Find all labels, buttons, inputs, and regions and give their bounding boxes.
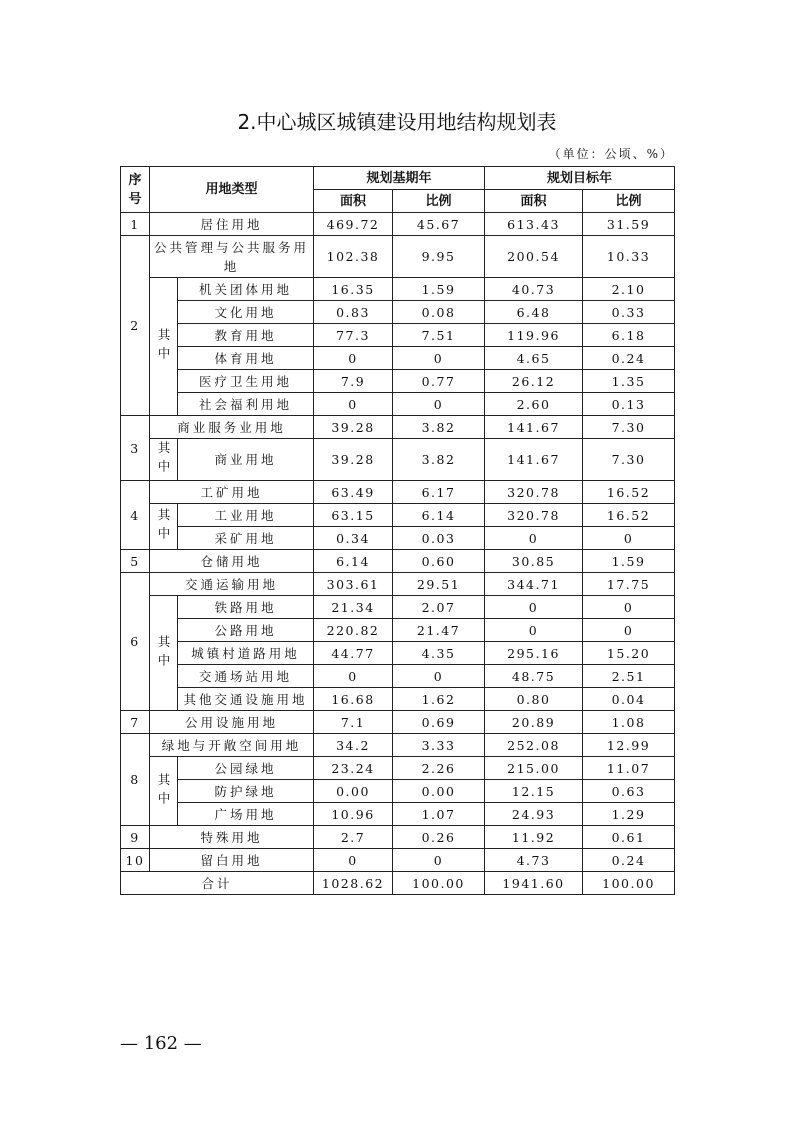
base-ratio-cell: 45.67 xyxy=(393,213,485,236)
subcategory-name: 铁路用地 xyxy=(178,596,314,619)
subcategory-name: 文化用地 xyxy=(178,301,314,324)
base-area-cell: 16.68 xyxy=(314,688,393,711)
seq-cell: 3 xyxy=(121,416,150,481)
seq-cell: 2 xyxy=(121,236,150,416)
base-ratio-cell: 0.60 xyxy=(393,550,485,573)
table-row xyxy=(121,550,675,573)
target-ratio-cell: 16.52 xyxy=(583,481,675,504)
target-area-cell: 295.16 xyxy=(485,642,583,665)
target-ratio-cell: 6.18 xyxy=(583,324,675,347)
subcategory-name: 城镇村道路用地 xyxy=(178,642,314,665)
subcategory-name: 工业用地 xyxy=(178,504,314,527)
category-name: 特殊用地 xyxy=(150,826,314,849)
header-target-area: 面积 xyxy=(485,190,583,213)
category-name: 商业服务业用地 xyxy=(150,416,314,439)
target-ratio-cell: 7.30 xyxy=(583,439,675,481)
target-area-cell: 320.78 xyxy=(485,504,583,527)
table-row xyxy=(121,711,675,734)
base-area-cell: 39.28 xyxy=(314,439,393,481)
target-area-cell: 1941.60 xyxy=(485,872,583,895)
qizhong-label: 其中 xyxy=(150,504,178,550)
seq-cell: 4 xyxy=(121,481,150,550)
target-area-cell: 0 xyxy=(485,619,583,642)
base-ratio-cell: 100.00 xyxy=(393,872,485,895)
qizhong-label: 其中 xyxy=(150,596,178,711)
table-subrow xyxy=(121,596,675,619)
header-base-year: 规划基期年 xyxy=(314,167,485,190)
table-row xyxy=(121,481,675,504)
target-area-cell: 20.89 xyxy=(485,711,583,734)
base-ratio-cell: 1.62 xyxy=(393,688,485,711)
target-ratio-cell: 0.24 xyxy=(583,347,675,370)
base-ratio-cell: 0.08 xyxy=(393,301,485,324)
subcategory-name: 防护绿地 xyxy=(178,780,314,803)
target-ratio-cell: 0.63 xyxy=(583,780,675,803)
category-name: 交通运输用地 xyxy=(150,573,314,596)
target-area-cell: 200.54 xyxy=(485,236,583,278)
category-name: 公共管理与公共服务用地 xyxy=(150,236,314,278)
base-area-cell: 0.34 xyxy=(314,527,393,550)
target-ratio-cell: 7.30 xyxy=(583,416,675,439)
target-ratio-cell: 1.35 xyxy=(583,370,675,393)
base-area-cell: 303.61 xyxy=(314,573,393,596)
base-ratio-cell: 3.82 xyxy=(393,416,485,439)
subcategory-name: 商业用地 xyxy=(178,439,314,481)
subcategory-name: 医疗卫生用地 xyxy=(178,370,314,393)
total-row xyxy=(121,872,675,895)
base-area-cell: 21.34 xyxy=(314,596,393,619)
base-area-cell: 0 xyxy=(314,347,393,370)
base-area-cell: 44.77 xyxy=(314,642,393,665)
target-area-cell: 141.67 xyxy=(485,439,583,481)
base-area-cell: 77.3 xyxy=(314,324,393,347)
header-base-ratio: 比例 xyxy=(393,190,485,213)
base-area-cell: 23.24 xyxy=(314,757,393,780)
base-area-cell: 7.1 xyxy=(314,711,393,734)
base-area-cell: 63.49 xyxy=(314,481,393,504)
base-ratio-cell: 2.26 xyxy=(393,757,485,780)
target-area-cell: 252.08 xyxy=(485,734,583,757)
base-ratio-cell: 21.47 xyxy=(393,619,485,642)
base-area-cell: 63.15 xyxy=(314,504,393,527)
category-name: 绿地与开敞空间用地 xyxy=(150,734,314,757)
header-target-ratio: 比例 xyxy=(583,190,675,213)
subcategory-name: 教育用地 xyxy=(178,324,314,347)
subcategory-name: 公路用地 xyxy=(178,619,314,642)
seq-cell: 5 xyxy=(121,550,150,573)
page-title: 2.中心城区城镇建设用地结构规划表 xyxy=(237,110,557,134)
target-area-cell: 2.60 xyxy=(485,393,583,416)
table-subrow xyxy=(121,393,675,416)
target-area-cell: 4.65 xyxy=(485,347,583,370)
target-area-cell: 4.73 xyxy=(485,849,583,872)
target-ratio-cell: 100.00 xyxy=(583,872,675,895)
category-name: 留白用地 xyxy=(150,849,314,872)
target-ratio-cell: 1.59 xyxy=(583,550,675,573)
base-area-cell: 0 xyxy=(314,393,393,416)
base-area-cell: 102.38 xyxy=(314,236,393,278)
table-subrow xyxy=(121,504,675,527)
base-area-cell: 469.72 xyxy=(314,213,393,236)
target-area-cell: 613.43 xyxy=(485,213,583,236)
base-ratio-cell: 0 xyxy=(393,665,485,688)
target-ratio-cell: 10.33 xyxy=(583,236,675,278)
base-area-cell: 0.83 xyxy=(314,301,393,324)
seq-cell: 6 xyxy=(121,573,150,711)
target-area-cell: 48.75 xyxy=(485,665,583,688)
qizhong-label: 其中 xyxy=(150,439,178,481)
table-subrow xyxy=(121,439,675,481)
qizhong-label: 其中 xyxy=(150,757,178,826)
base-ratio-cell: 0.77 xyxy=(393,370,485,393)
target-ratio-cell: 16.52 xyxy=(583,504,675,527)
subcategory-name: 采矿用地 xyxy=(178,527,314,550)
target-area-cell: 11.92 xyxy=(485,826,583,849)
subcategory-name: 体育用地 xyxy=(178,347,314,370)
total-label: 合计 xyxy=(121,872,314,895)
base-ratio-cell: 3.82 xyxy=(393,439,485,481)
target-area-cell: 320.78 xyxy=(485,481,583,504)
target-ratio-cell: 1.08 xyxy=(583,711,675,734)
table-subrow xyxy=(121,324,675,347)
base-area-cell: 2.7 xyxy=(314,826,393,849)
base-ratio-cell: 1.07 xyxy=(393,803,485,826)
target-ratio-cell: 0.13 xyxy=(583,393,675,416)
subcategory-name: 机关团体用地 xyxy=(178,278,314,301)
category-name: 公用设施用地 xyxy=(150,711,314,734)
target-ratio-cell: 15.20 xyxy=(583,642,675,665)
table-subrow xyxy=(121,301,675,324)
seq-cell: 9 xyxy=(121,826,150,849)
base-ratio-cell: 6.14 xyxy=(393,504,485,527)
base-ratio-cell: 0.26 xyxy=(393,826,485,849)
table-subrow xyxy=(121,278,675,301)
table-subrow xyxy=(121,688,675,711)
seq-cell: 1 xyxy=(121,213,150,236)
base-ratio-cell: 2.07 xyxy=(393,596,485,619)
table-subrow xyxy=(121,347,675,370)
unit-note: （单位：公顷、%） xyxy=(548,147,674,161)
category-name: 居住用地 xyxy=(150,213,314,236)
target-area-cell: 344.71 xyxy=(485,573,583,596)
base-area-cell: 220.82 xyxy=(314,619,393,642)
target-area-cell: 40.73 xyxy=(485,278,583,301)
table-row xyxy=(121,236,675,278)
base-ratio-cell: 0 xyxy=(393,347,485,370)
base-ratio-cell: 9.95 xyxy=(393,236,485,278)
header-base-area: 面积 xyxy=(314,190,393,213)
table-subrow xyxy=(121,642,675,665)
subcategory-name: 社会福利用地 xyxy=(178,393,314,416)
table-row xyxy=(121,849,675,872)
table-row xyxy=(121,213,675,236)
target-area-cell: 0 xyxy=(485,596,583,619)
target-ratio-cell: 31.59 xyxy=(583,213,675,236)
target-ratio-cell: 0 xyxy=(583,596,675,619)
table-row xyxy=(121,734,675,757)
table-subrow xyxy=(121,370,675,393)
base-ratio-cell: 7.51 xyxy=(393,324,485,347)
table-subrow xyxy=(121,780,675,803)
base-ratio-cell: 6.17 xyxy=(393,481,485,504)
land-use-table xyxy=(120,166,675,895)
seq-cell: 10 xyxy=(121,849,150,872)
header-target-year: 规划目标年 xyxy=(485,167,675,190)
target-area-cell: 12.15 xyxy=(485,780,583,803)
category-name: 仓储用地 xyxy=(150,550,314,573)
table-subrow xyxy=(121,757,675,780)
target-ratio-cell: 0.61 xyxy=(583,826,675,849)
base-area-cell: 1028.62 xyxy=(314,872,393,895)
base-area-cell: 0 xyxy=(314,665,393,688)
target-ratio-cell: 0 xyxy=(583,527,675,550)
page-number: — 162 — xyxy=(120,1033,202,1054)
target-area-cell: 119.96 xyxy=(485,324,583,347)
base-ratio-cell: 29.51 xyxy=(393,573,485,596)
target-area-cell: 30.85 xyxy=(485,550,583,573)
table-subrow xyxy=(121,527,675,550)
seq-cell: 7 xyxy=(121,711,150,734)
subcategory-name: 交通场站用地 xyxy=(178,665,314,688)
table-subrow xyxy=(121,803,675,826)
target-area-cell: 26.12 xyxy=(485,370,583,393)
target-area-cell: 24.93 xyxy=(485,803,583,826)
base-area-cell: 39.28 xyxy=(314,416,393,439)
base-ratio-cell: 0 xyxy=(393,849,485,872)
base-ratio-cell: 0.69 xyxy=(393,711,485,734)
base-ratio-cell: 0.00 xyxy=(393,780,485,803)
target-area-cell: 6.48 xyxy=(485,301,583,324)
target-ratio-cell: 2.51 xyxy=(583,665,675,688)
target-ratio-cell: 0.33 xyxy=(583,301,675,324)
target-ratio-cell: 0 xyxy=(583,619,675,642)
base-ratio-cell: 4.35 xyxy=(393,642,485,665)
target-ratio-cell: 12.99 xyxy=(583,734,675,757)
target-area-cell: 215.00 xyxy=(485,757,583,780)
target-ratio-cell: 0.04 xyxy=(583,688,675,711)
table-subrow xyxy=(121,619,675,642)
base-area-cell: 7.9 xyxy=(314,370,393,393)
header-seq: 序号 xyxy=(121,167,150,213)
target-ratio-cell: 1.29 xyxy=(583,803,675,826)
target-ratio-cell: 11.07 xyxy=(583,757,675,780)
base-area-cell: 34.2 xyxy=(314,734,393,757)
header-type: 用地类型 xyxy=(150,167,314,213)
base-area-cell: 0 xyxy=(314,849,393,872)
target-area-cell: 0.80 xyxy=(485,688,583,711)
subcategory-name: 其他交通设施用地 xyxy=(178,688,314,711)
category-name: 工矿用地 xyxy=(150,481,314,504)
qizhong-label: 其中 xyxy=(150,278,178,416)
header-row xyxy=(121,167,675,190)
target-area-cell: 141.67 xyxy=(485,416,583,439)
base-ratio-cell: 0 xyxy=(393,393,485,416)
base-area-cell: 0.00 xyxy=(314,780,393,803)
subcategory-name: 广场用地 xyxy=(178,803,314,826)
seq-cell: 8 xyxy=(121,734,150,826)
target-ratio-cell: 2.10 xyxy=(583,278,675,301)
target-ratio-cell: 0.24 xyxy=(583,849,675,872)
table-row xyxy=(121,573,675,596)
table-row xyxy=(121,826,675,849)
target-ratio-cell: 17.75 xyxy=(583,573,675,596)
base-ratio-cell: 1.59 xyxy=(393,278,485,301)
subcategory-name: 公园绿地 xyxy=(178,757,314,780)
base-ratio-cell: 0.03 xyxy=(393,527,485,550)
table-subrow xyxy=(121,665,675,688)
base-area-cell: 16.35 xyxy=(314,278,393,301)
table-row xyxy=(121,416,675,439)
target-area-cell: 0 xyxy=(485,527,583,550)
base-ratio-cell: 3.33 xyxy=(393,734,485,757)
base-area-cell: 10.96 xyxy=(314,803,393,826)
base-area-cell: 6.14 xyxy=(314,550,393,573)
